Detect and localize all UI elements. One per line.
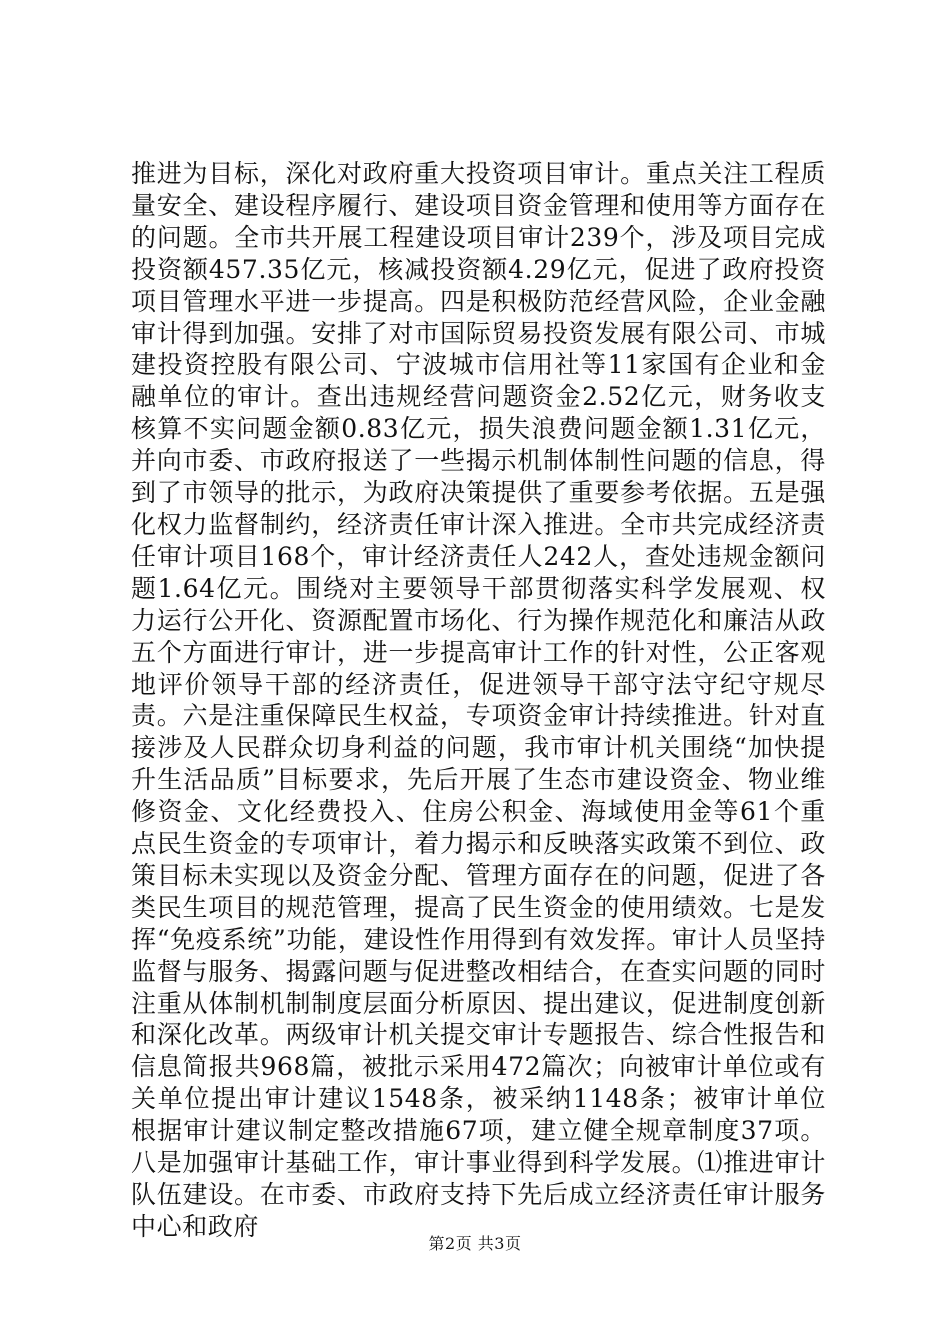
body-paragraph: 推进为目标，深化对政府重大投资项目审计。重点关注工程质量安全、建设程序履行、建设项目资金管理和使用等方面存在的问题。全市共开展工程建设项目审计239个，涉及项目完成投资额457.35亿元，核减投资额4.29亿元，促进了政府投资项目管理水平进一步提高。四是积极防范经营风险，企业金融审计得到加强。安排了对市国际贸易投资发展有限公司、市城建投资控股有限公司、宁波城市信用社等11家国有企业和金融单位的审计。查出违规经营问题资金2.52亿元，财务收支核算不实问题金额0.83亿元，损失浪费问题金额1.31亿元，并向市委、市政府报送了一些揭示机制体制性问题的信息，得到了市领导的批示，为政府决策提供了重要参考依据。五是强化权力监督制约，经济责任审计深入推进。全市共完成经济责任审计项目168个，审计经济责任人242人，查处违规金额问题1.64亿元。围绕对主要领导干部贯彻落实科学发展观、权力运行公开化、资源配置市场化、行为操作规范化和廉洁从政五个方面进行审计，进一步提高审计工作的针对性，公正客观地评价领导干部的经济责任，促进领导干部守法守纪守规尽责。六是注重保障民生权益，专项资金审计持续推进。针对直接涉及人民群众切身利益的问题，我市审计机关围绕“加快提升生活品质”目标要求，先后开展了生态市建设资金、物业维修资金、文化经费投入、住房公积金、海域使用金等61个重点民生资金的专项审计，着力揭示和反映落实政策不到位、政策目标未实现以及资金分配、管理方面存在的问题，促进了各类民生项目的规范管理，提高了民生资金的使用绩效。七是发挥“免疫系统”功能，建设性作用得到有效发挥。审计人员坚持监督与服务、揭露问题与促进整改相结合，在查实问题的同时注重从体制机制制度层面分析原因、提出建议，促进制度创新和深化改革。两级审计机关提交审计专题报告、综合性报告和信息简报共968篇，被批示采用472篇次；向被审计单位或有关单位提出审计建议1548条，被采纳1148条；被审计单位根据审计建议制定整改措施67项，建立健全规章制度37项。八是加强审计基础工作，审计事业得到科学发展。⑴推进审计队伍建设。在市委、市政府支持下先后成立经济责任审计服务中心和政府 xyxy=(131,159,826,1241)
page-footer: 第2页 共3页 xyxy=(428,1234,522,1253)
